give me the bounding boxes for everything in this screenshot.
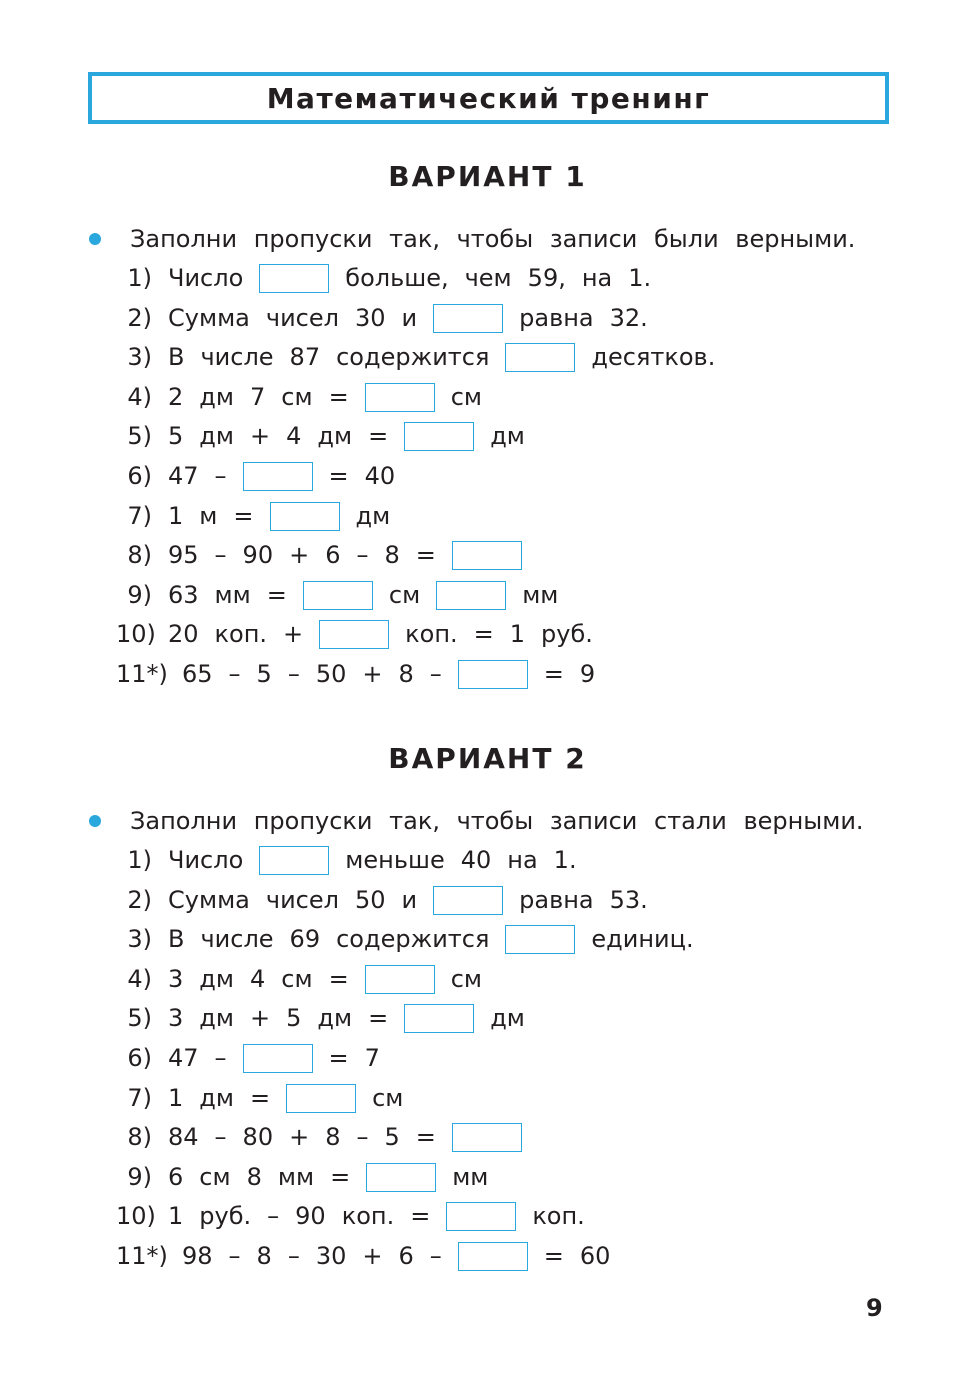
- answer-box[interactable]: [433, 886, 503, 915]
- exercise-text: 1: [168, 1084, 184, 1112]
- variant-2-heading: ВАРИАНТ 2: [388, 742, 587, 775]
- exercise-text: 7: [249, 383, 266, 411]
- exercise-text: 84: [168, 1123, 199, 1151]
- exercise-text: +: [249, 422, 271, 450]
- exercise-text: 5: [286, 1004, 302, 1032]
- exercise-text: меньше: [345, 846, 445, 874]
- exercise-text: и: [401, 304, 418, 332]
- exercise-number: 4): [127, 383, 152, 411]
- exercise-text: 4: [286, 422, 302, 450]
- exercise-text: 6: [325, 541, 341, 569]
- answer-box[interactable]: [270, 502, 340, 531]
- exercise-number: 10): [116, 1202, 156, 1230]
- exercise-text: =: [410, 1202, 431, 1230]
- exercise-text: Число: [168, 846, 244, 874]
- exercise-number: 1): [127, 846, 152, 874]
- exercise-text: на: [507, 846, 538, 874]
- exercise-row: [116, 922, 710, 956]
- exercise-number: 11*): [116, 1242, 168, 1270]
- exercise-text: см: [199, 1163, 231, 1191]
- exercise-text: дм: [490, 422, 525, 450]
- exercise-text: и: [401, 886, 418, 914]
- exercise-text: дм: [199, 965, 234, 993]
- exercise-text: 87: [289, 343, 321, 371]
- exercise-text: =: [249, 1084, 271, 1112]
- exercise-text: =: [328, 965, 349, 993]
- answer-box[interactable]: [505, 925, 575, 954]
- exercise-text: руб.: [199, 1202, 252, 1230]
- exercise-text: см: [450, 383, 482, 411]
- exercise-text: 95: [168, 541, 199, 569]
- answer-box[interactable]: [259, 846, 329, 875]
- exercise-text: 1: [168, 1202, 184, 1230]
- exercise-text: 8: [246, 1163, 262, 1191]
- exercise-text: 80: [242, 1123, 274, 1151]
- exercise-row: [116, 1081, 419, 1115]
- exercise-text: дм: [317, 422, 353, 450]
- answer-box[interactable]: [243, 1044, 313, 1073]
- variant-1-instruction: Заполни пропуски так, чтобы записи были верными.: [130, 225, 856, 253]
- exercise-text: 3: [168, 1004, 184, 1032]
- answer-box[interactable]: [404, 1004, 474, 1033]
- exercise-row: [116, 340, 731, 374]
- exercise-text: =: [368, 1004, 389, 1032]
- exercise-text: чем: [464, 264, 512, 292]
- exercise-text: дм: [490, 1004, 525, 1032]
- exercise-text: =: [543, 660, 564, 688]
- exercise-text: +: [289, 1123, 310, 1151]
- answer-box[interactable]: [303, 581, 373, 610]
- exercise-text: –: [228, 660, 241, 688]
- exercise-row: [116, 1041, 396, 1075]
- exercise-text: дм: [199, 422, 234, 450]
- exercise-text: 30: [315, 1242, 347, 1270]
- exercise-row: [116, 261, 667, 295]
- exercise-row: [116, 1160, 504, 1194]
- exercise-text: десятков.: [591, 343, 716, 371]
- exercise-row: [116, 1239, 626, 1273]
- exercise-text: см: [372, 1084, 404, 1112]
- exercise-text: числе: [200, 925, 274, 953]
- exercise-text: –: [287, 660, 300, 688]
- exercise-row: [116, 1120, 538, 1154]
- exercise-text: дм: [199, 383, 234, 411]
- exercise-row: [116, 1001, 541, 1035]
- exercise-text: Сумма: [168, 886, 250, 914]
- exercise-number: 7): [127, 502, 152, 530]
- answer-box[interactable]: [243, 462, 313, 491]
- exercise-number: 8): [127, 1123, 152, 1151]
- exercise-text: 90: [295, 1202, 326, 1230]
- exercise-text: 7: [364, 1044, 380, 1072]
- exercise-text: –: [214, 462, 227, 490]
- exercise-text: –: [214, 541, 227, 569]
- exercise-text: см: [281, 383, 313, 411]
- exercise-text: 40: [460, 846, 492, 874]
- variant-2-instruction: Заполни пропуски так, чтобы записи стали верными.: [130, 807, 864, 835]
- answer-box[interactable]: [452, 1123, 522, 1152]
- bullet-icon: [89, 233, 101, 245]
- exercise-text: =: [233, 502, 254, 530]
- exercise-text: 1: [509, 620, 526, 648]
- exercise-text: +: [362, 660, 383, 688]
- exercise-text: 4: [249, 965, 266, 993]
- page-number: 9: [866, 1294, 883, 1322]
- exercise-number: 9): [127, 1163, 152, 1191]
- exercise-text: =: [543, 1242, 564, 1270]
- answer-box[interactable]: [365, 965, 435, 994]
- exercise-text: 1.: [553, 846, 577, 874]
- exercise-text: =: [415, 1123, 436, 1151]
- exercise-number: 10): [116, 620, 156, 648]
- exercise-text: В: [168, 925, 185, 953]
- exercise-text: –: [214, 1044, 227, 1072]
- answer-box[interactable]: [366, 1163, 436, 1192]
- exercise-row: [116, 883, 664, 917]
- answer-box[interactable]: [404, 422, 474, 451]
- exercise-number: 6): [127, 462, 152, 490]
- answer-box[interactable]: [319, 620, 389, 649]
- page-title: Математический тренинг: [266, 81, 711, 115]
- exercise-text: единиц.: [591, 925, 694, 953]
- exercise-text: 63: [168, 581, 199, 609]
- exercise-text: м: [199, 502, 218, 530]
- exercise-text: –: [429, 660, 442, 688]
- exercise-text: 60: [579, 1242, 611, 1270]
- exercise-text: 30: [354, 304, 386, 332]
- exercise-text: 47: [168, 1044, 199, 1072]
- exercise-text: +: [249, 1004, 271, 1032]
- exercise-text: 5: [256, 660, 272, 688]
- exercise-text: 8: [398, 660, 414, 688]
- exercise-text: –: [228, 1242, 241, 1270]
- exercise-text: Сумма: [168, 304, 250, 332]
- exercise-text: 69: [289, 925, 321, 953]
- answer-box[interactable]: [505, 343, 575, 372]
- exercise-text: –: [287, 1242, 300, 1270]
- exercise-text: 1: [168, 502, 184, 530]
- exercise-text: 98: [182, 1242, 213, 1270]
- exercise-text: 1.: [628, 264, 652, 292]
- exercise-row: [116, 843, 593, 877]
- exercise-text: 65: [182, 660, 213, 688]
- exercise-text: 40: [364, 462, 396, 490]
- exercise-text: 2: [168, 383, 184, 411]
- exercise-text: коп.: [532, 1202, 585, 1230]
- exercise-text: =: [330, 1163, 351, 1191]
- exercise-text: 6: [168, 1163, 184, 1191]
- answer-box[interactable]: [286, 1084, 356, 1113]
- exercise-text: содержится: [336, 925, 490, 953]
- exercise-text: 8: [384, 541, 400, 569]
- exercise-number: 1): [127, 264, 152, 292]
- exercise-text: 32.: [609, 304, 648, 332]
- exercise-text: 8: [256, 1242, 272, 1270]
- exercise-row: [116, 1199, 601, 1233]
- exercise-text: мм: [522, 581, 559, 609]
- exercise-text: чисел: [265, 304, 339, 332]
- exercise-number: 8): [127, 541, 152, 569]
- exercise-row: [116, 301, 664, 335]
- exercise-number: 9): [127, 581, 152, 609]
- exercise-row: [116, 419, 541, 453]
- exercise-text: на: [581, 264, 613, 292]
- exercise-row: [116, 617, 609, 651]
- exercise-number: 11*): [116, 660, 168, 688]
- exercise-text: –: [214, 1123, 227, 1151]
- answer-box[interactable]: [436, 581, 506, 610]
- exercise-text: равна: [519, 304, 594, 332]
- exercise-text: дм: [199, 1004, 234, 1032]
- exercise-text: см: [450, 965, 482, 993]
- answer-box[interactable]: [446, 1202, 516, 1231]
- exercise-text: +: [362, 1242, 383, 1270]
- exercise-text: дм: [199, 1084, 234, 1112]
- exercise-text: коп.: [341, 1202, 395, 1230]
- exercise-row: [116, 538, 538, 572]
- exercise-text: =: [415, 541, 436, 569]
- answer-box[interactable]: [259, 264, 329, 293]
- title-box: [88, 72, 889, 124]
- answer-box[interactable]: [458, 1242, 528, 1271]
- exercise-text: больше,: [345, 264, 449, 292]
- exercise-text: коп.: [405, 620, 458, 648]
- exercise-number: 6): [127, 1044, 152, 1072]
- variant-1-heading: ВАРИАНТ 1: [388, 160, 587, 193]
- exercise-row: [116, 578, 574, 612]
- exercise-text: 9: [579, 660, 596, 688]
- answer-box[interactable]: [452, 541, 522, 570]
- exercise-text: коп.: [214, 620, 268, 648]
- exercise-row: [116, 657, 611, 691]
- exercise-text: +: [283, 620, 304, 648]
- exercise-text: см: [281, 965, 313, 993]
- exercise-number: 3): [127, 343, 152, 371]
- exercise-number: 7): [127, 1084, 152, 1112]
- exercise-row: [116, 459, 411, 493]
- exercise-text: =: [368, 422, 389, 450]
- exercise-text: 50: [354, 886, 386, 914]
- exercise-number: 5): [127, 1004, 152, 1032]
- exercise-text: +: [289, 541, 310, 569]
- exercise-text: руб.: [541, 620, 593, 648]
- exercise-text: см: [388, 581, 421, 609]
- answer-box[interactable]: [458, 660, 528, 689]
- answer-box[interactable]: [365, 383, 435, 412]
- exercise-text: 90: [242, 541, 274, 569]
- exercise-text: –: [356, 1123, 369, 1151]
- exercise-text: равна: [519, 886, 594, 914]
- exercise-text: =: [328, 462, 349, 490]
- exercise-text: мм: [214, 581, 251, 609]
- exercise-text: В: [168, 343, 185, 371]
- exercise-text: Число: [168, 264, 244, 292]
- exercise-number: 3): [127, 925, 152, 953]
- exercise-row: [116, 380, 498, 414]
- answer-box[interactable]: [433, 304, 503, 333]
- exercise-text: чисел: [265, 886, 339, 914]
- exercise-text: мм: [277, 1163, 315, 1191]
- exercise-text: 20: [168, 620, 199, 648]
- exercise-row: [116, 499, 406, 533]
- exercise-text: 50: [315, 660, 347, 688]
- exercise-text: содержится: [336, 343, 490, 371]
- exercise-text: =: [328, 383, 349, 411]
- exercise-row: [116, 962, 498, 996]
- exercise-text: =: [328, 1044, 349, 1072]
- exercise-number: 5): [127, 422, 152, 450]
- exercise-number: 2): [127, 304, 152, 332]
- exercise-text: –: [356, 541, 369, 569]
- exercise-number: 4): [127, 965, 152, 993]
- exercise-text: 5: [384, 1123, 400, 1151]
- exercise-text: 59,: [527, 264, 566, 292]
- exercise-text: дм: [317, 1004, 353, 1032]
- exercise-text: 47: [168, 462, 199, 490]
- exercise-text: =: [266, 581, 287, 609]
- exercise-text: дм: [355, 502, 391, 530]
- exercise-text: числе: [200, 343, 274, 371]
- exercise-text: 5: [168, 422, 184, 450]
- bullet-icon: [89, 815, 101, 827]
- exercise-text: мм: [452, 1163, 489, 1191]
- exercise-text: –: [429, 1242, 442, 1270]
- exercise-text: 8: [325, 1123, 341, 1151]
- exercise-number: 2): [127, 886, 152, 914]
- exercise-text: –: [267, 1202, 280, 1230]
- exercise-text: 3: [168, 965, 184, 993]
- exercise-text: =: [473, 620, 494, 648]
- exercise-text: 6: [398, 1242, 414, 1270]
- exercise-text: 53.: [609, 886, 648, 914]
